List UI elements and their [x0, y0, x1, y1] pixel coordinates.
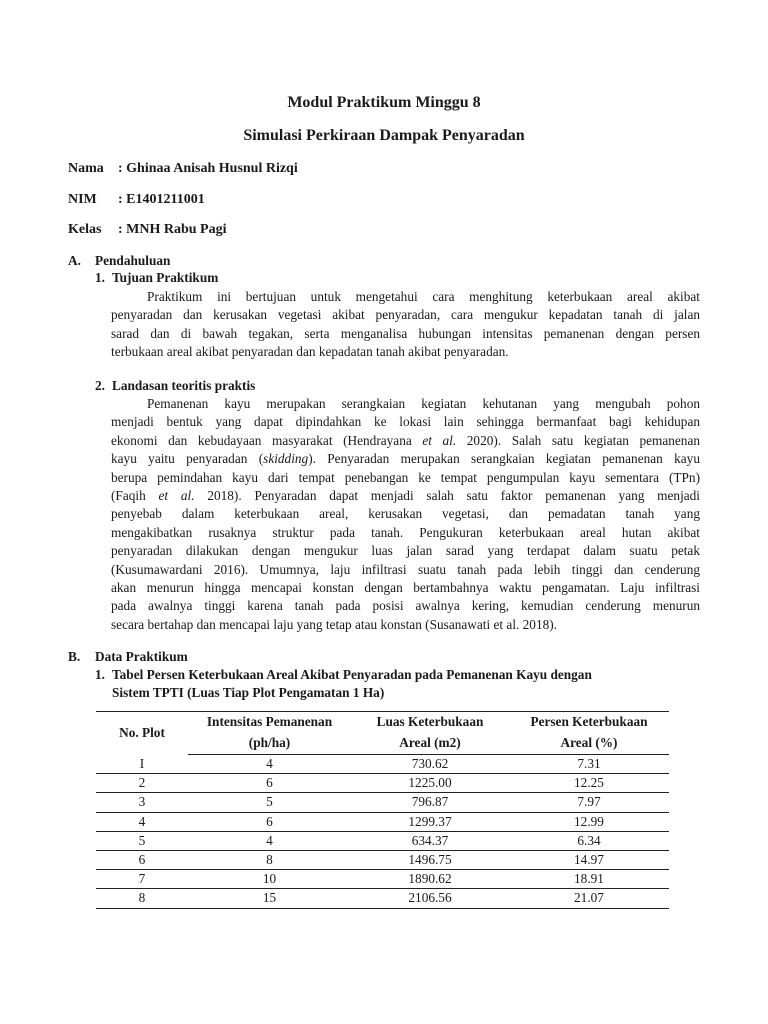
- subsection-a1-marker: 1.: [95, 270, 105, 285]
- table-cell: 5: [188, 793, 351, 812]
- objective-paragraph: [111, 288, 700, 362]
- table-caption-line1: Tabel Persen Keterbukaan Areal Akibat Penyaradan pada Pemanenan Kayu dengan: [112, 667, 592, 682]
- table-cell: 2: [96, 774, 188, 793]
- table-row: [96, 870, 669, 889]
- identity-value-name: : Ghinaa Anisah Husnul Rizqi: [118, 161, 298, 176]
- table-cell: 1299.37: [351, 812, 509, 831]
- paragraph-line: terbukaan areal akibat penyaradan dan kepadatan tanah akibat penyaradan.: [111, 344, 509, 360]
- paragraph-line: penyaradan dan kerusakan vegetasi akibat penyaradan, cara mengukur kepadatan tanah di jalan: [111, 307, 700, 323]
- table-caption-line2: Sistem TPTI (Luas Tiap Plot Pengamatan 1 Ha): [112, 685, 385, 700]
- table-cell: 4: [96, 812, 188, 831]
- paragraph-line: (Faqih et al. 2018). Penyaradan dapat menjadi salah satu faktor pemanenan yang menjadi: [111, 488, 701, 504]
- section-b-heading: Data Praktikum: [95, 649, 188, 664]
- column-header-plot: No. Plot: [96, 712, 188, 755]
- section-a-marker: A.: [68, 253, 81, 268]
- section-a-heading: Pendahuluan: [95, 253, 171, 268]
- table-cell: 8: [188, 850, 351, 869]
- subsection-a2-marker: 2.: [95, 378, 105, 393]
- table-cell: 14.97: [509, 850, 669, 869]
- table-cell: 15: [188, 889, 351, 908]
- table-cell: 4: [188, 831, 351, 850]
- table-cell: 7: [96, 870, 188, 889]
- identity-label-name: Nama: [68, 161, 104, 176]
- paragraph-line: sarad dan di bawah tegakan, serta menganalisa hubungan intensitas pemanenan dengan persen: [111, 325, 700, 341]
- italic-et-al: et al.: [158, 488, 195, 504]
- paragraph-line: penyaradan dilakukan dengan mengukur luas jalan sarad yang terdapat dalam suatu petak: [111, 543, 700, 559]
- paragraph-line: secara bertahap dan mencapai laju yang tetap atau konstan (Susanawati et al. 2018).: [111, 616, 558, 632]
- table-cell: 796.87: [351, 793, 509, 812]
- table-cell: 4: [188, 755, 351, 774]
- table-row: [96, 774, 669, 793]
- table-row: [96, 812, 669, 831]
- table-cell: 8: [96, 889, 188, 908]
- subsection-a2-heading: Landasan teoritis praktis: [112, 378, 256, 393]
- table-cell: 5: [96, 831, 188, 850]
- paragraph-line: (Kusumawardani 2016). Umumnya, laju infiltrasi suatu tanah pada lebih tinggi dan cenderung: [111, 561, 700, 577]
- data-table: [96, 711, 669, 909]
- column-header-open-area-unit: Areal (m2): [351, 732, 509, 755]
- paragraph-line: pada awalnya tinggi karena tanah pada posisi awalnya kering, kemudian cenderung menurun: [111, 598, 700, 614]
- page-title: Modul Praktikum Minggu 8: [287, 94, 481, 111]
- table-cell: 1225.00: [351, 774, 509, 793]
- paragraph-line: Pemanenan kayu merupakan serangkaian kegiatan kehutanan yang mengubah pohon: [147, 396, 700, 411]
- table-cell: 634.37: [351, 831, 509, 850]
- table-cell: 6: [188, 774, 351, 793]
- section-b-marker: B.: [68, 649, 81, 664]
- paragraph-line: penyebab dalam keterbukaan areal, kerusakan vegetasi, dan pemadatan tanah yang: [111, 506, 700, 522]
- table-cell: 1496.75: [351, 850, 509, 869]
- table-row: [96, 793, 669, 812]
- table-cell: 6: [188, 812, 351, 831]
- paragraph-line: ekonomi dan kebudayaan masyarakat (Hendrayana et al. 2020). Salah satu kegiatan pemanenan: [111, 432, 700, 448]
- table-row: [96, 755, 669, 774]
- table-cell: 18.91: [509, 870, 669, 889]
- table-cell: 10: [188, 870, 351, 889]
- table-cell: 730.62: [351, 755, 509, 774]
- column-header-intensity: Intensitas Pemanenan: [188, 712, 351, 733]
- table-cell: 1890.62: [351, 870, 509, 889]
- table-cell: I: [96, 755, 188, 774]
- table-row: [96, 831, 669, 850]
- subsection-a1-heading: Tujuan Praktikum: [112, 270, 219, 285]
- paragraph-line: Praktikum ini bertujuan untuk mengetahui cara menghitung keterbukaan areal akibat: [147, 289, 700, 304]
- page-subtitle: Simulasi Perkiraan Dampak Penyaradan: [243, 127, 525, 144]
- table-row: [96, 850, 669, 869]
- table-cell: 12.25: [509, 774, 669, 793]
- table-cell: 6.34: [509, 831, 669, 850]
- column-header-open-percent: Persen Keterbukaan: [509, 712, 669, 733]
- identity-label-nim: NIM: [68, 192, 97, 207]
- table-cell: 7.31: [509, 755, 669, 774]
- table-cell: 21.07: [509, 889, 669, 908]
- paragraph-line: kayu yaitu penyaradan (skidding). Penyaradan merupakan serangkaian kegiatan pemanenan kayu: [111, 451, 700, 467]
- table-cell: 2106.56: [351, 889, 509, 908]
- paragraph-line: mengakibatkan rusaknya struktur pada tanah. Pengukuran keterbukaan areal hutan akibat: [111, 524, 700, 540]
- paragraph-line: menjadi bentuk yang dapat dipindahkan ke lokasi lain sehingga bermanfaat bagi kehidupan: [111, 414, 700, 430]
- italic-et-al: et al.: [422, 432, 457, 448]
- table-cell: 7.97: [509, 793, 669, 812]
- paragraph-line: berupa pemindahan kayu dari tempat penebangan ke tempat pengumpulan kayu sementara (TPn): [111, 469, 700, 485]
- identity-value-class: : MNH Rabu Pagi: [118, 222, 227, 237]
- italic-skidding: skidding: [263, 451, 309, 467]
- column-header-open-percent-unit: Areal (%): [509, 732, 669, 755]
- column-header-intensity-unit: (ph/ha): [188, 732, 351, 755]
- table-row: [96, 889, 669, 908]
- table-cell: 3: [96, 793, 188, 812]
- identity-label-class: Kelas: [68, 222, 102, 237]
- table-cell: 12.99: [509, 812, 669, 831]
- theory-paragraph: [111, 395, 700, 634]
- identity-value-nim: : E1401211001: [118, 192, 205, 207]
- subsection-b1-marker: 1.: [95, 667, 105, 682]
- paragraph-line: akan menurun hingga mencapai konstan dengan bertambahnya waktu pengamatan. Laju infiltrasi: [111, 580, 700, 596]
- column-header-open-area: Luas Keterbukaan: [351, 712, 509, 733]
- table-cell: 6: [96, 850, 188, 869]
